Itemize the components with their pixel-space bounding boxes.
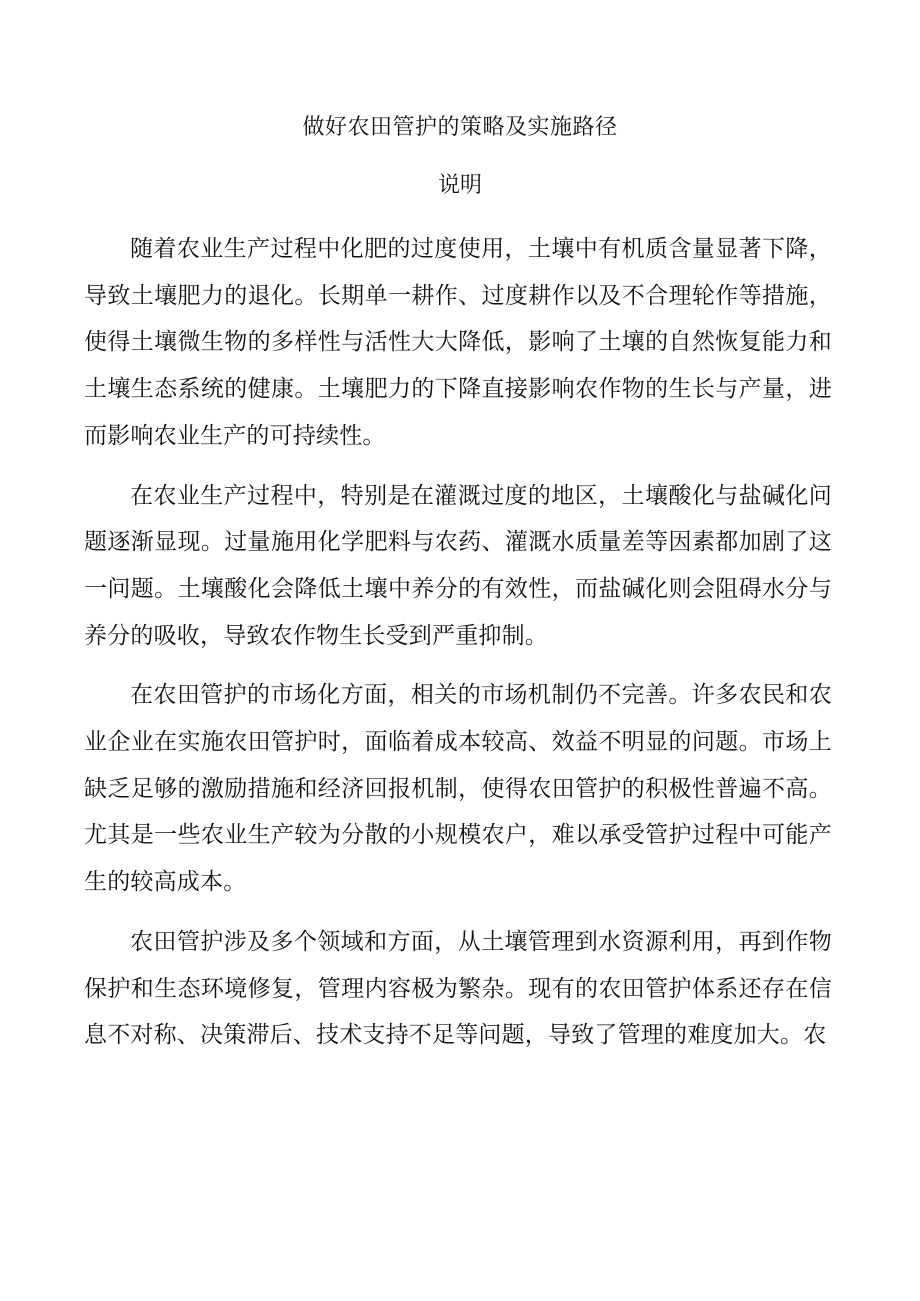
document-body xyxy=(84,226,832,1072)
paragraph-1: 随着农业生产过程中化肥的过度使用，土壤中有机质含量显著下降，导致土壤肥力的退化。长期单一耕作、过度耕作以及不合理轮作等措施，使得土壤微生物的多样性与活性大大降低，影响了土壤的自然恢复能力和土壤生态系统的健康。土壤肥力的下降直接影响农作物的生长与产量，进而影响农业生产的可持续性。 xyxy=(84,236,832,449)
document-title: 做好农田管护的策略及实施路径 xyxy=(302,115,618,140)
paragraph-4: 农田管护涉及多个领域和方面，从土壤管理到水资源利用，再到作物保护和生态环境修复，管理内容极为繁杂。现有的农田管护体系还存在信息不对称、决策滞后、技术支持不足等问题，导致了管理的难度加大。农 xyxy=(84,928,832,1049)
paragraph-3: 在农田管护的市场化方面，相关的市场机制仍不完善。许多农民和农业企业在实施农田管护时，面临着成本较高、效益不明显的问题。市场上缺乏足够的激励措施和经济回报机制，使得农田管护的积极性普遍不高。尤其是一些农业生产较为分散的小规模农户，难以承受管护过程中可能产生的较高成本。 xyxy=(84,682,832,896)
document-subtitle: 说明 xyxy=(437,173,482,198)
paragraph-2: 在农业生产过程中，特别是在灌溉过度的地区，土壤酸化与盐碱化问题逐渐显现。过量施用化学肥料与农药、灌溉水质量差等因素都加剧了这一问题。土壤酸化会降低土壤中养分的有效性，而盐碱化则会阻碍水分与养分的吸收，导致农作物生长受到严重抑制。 xyxy=(84,482,832,649)
